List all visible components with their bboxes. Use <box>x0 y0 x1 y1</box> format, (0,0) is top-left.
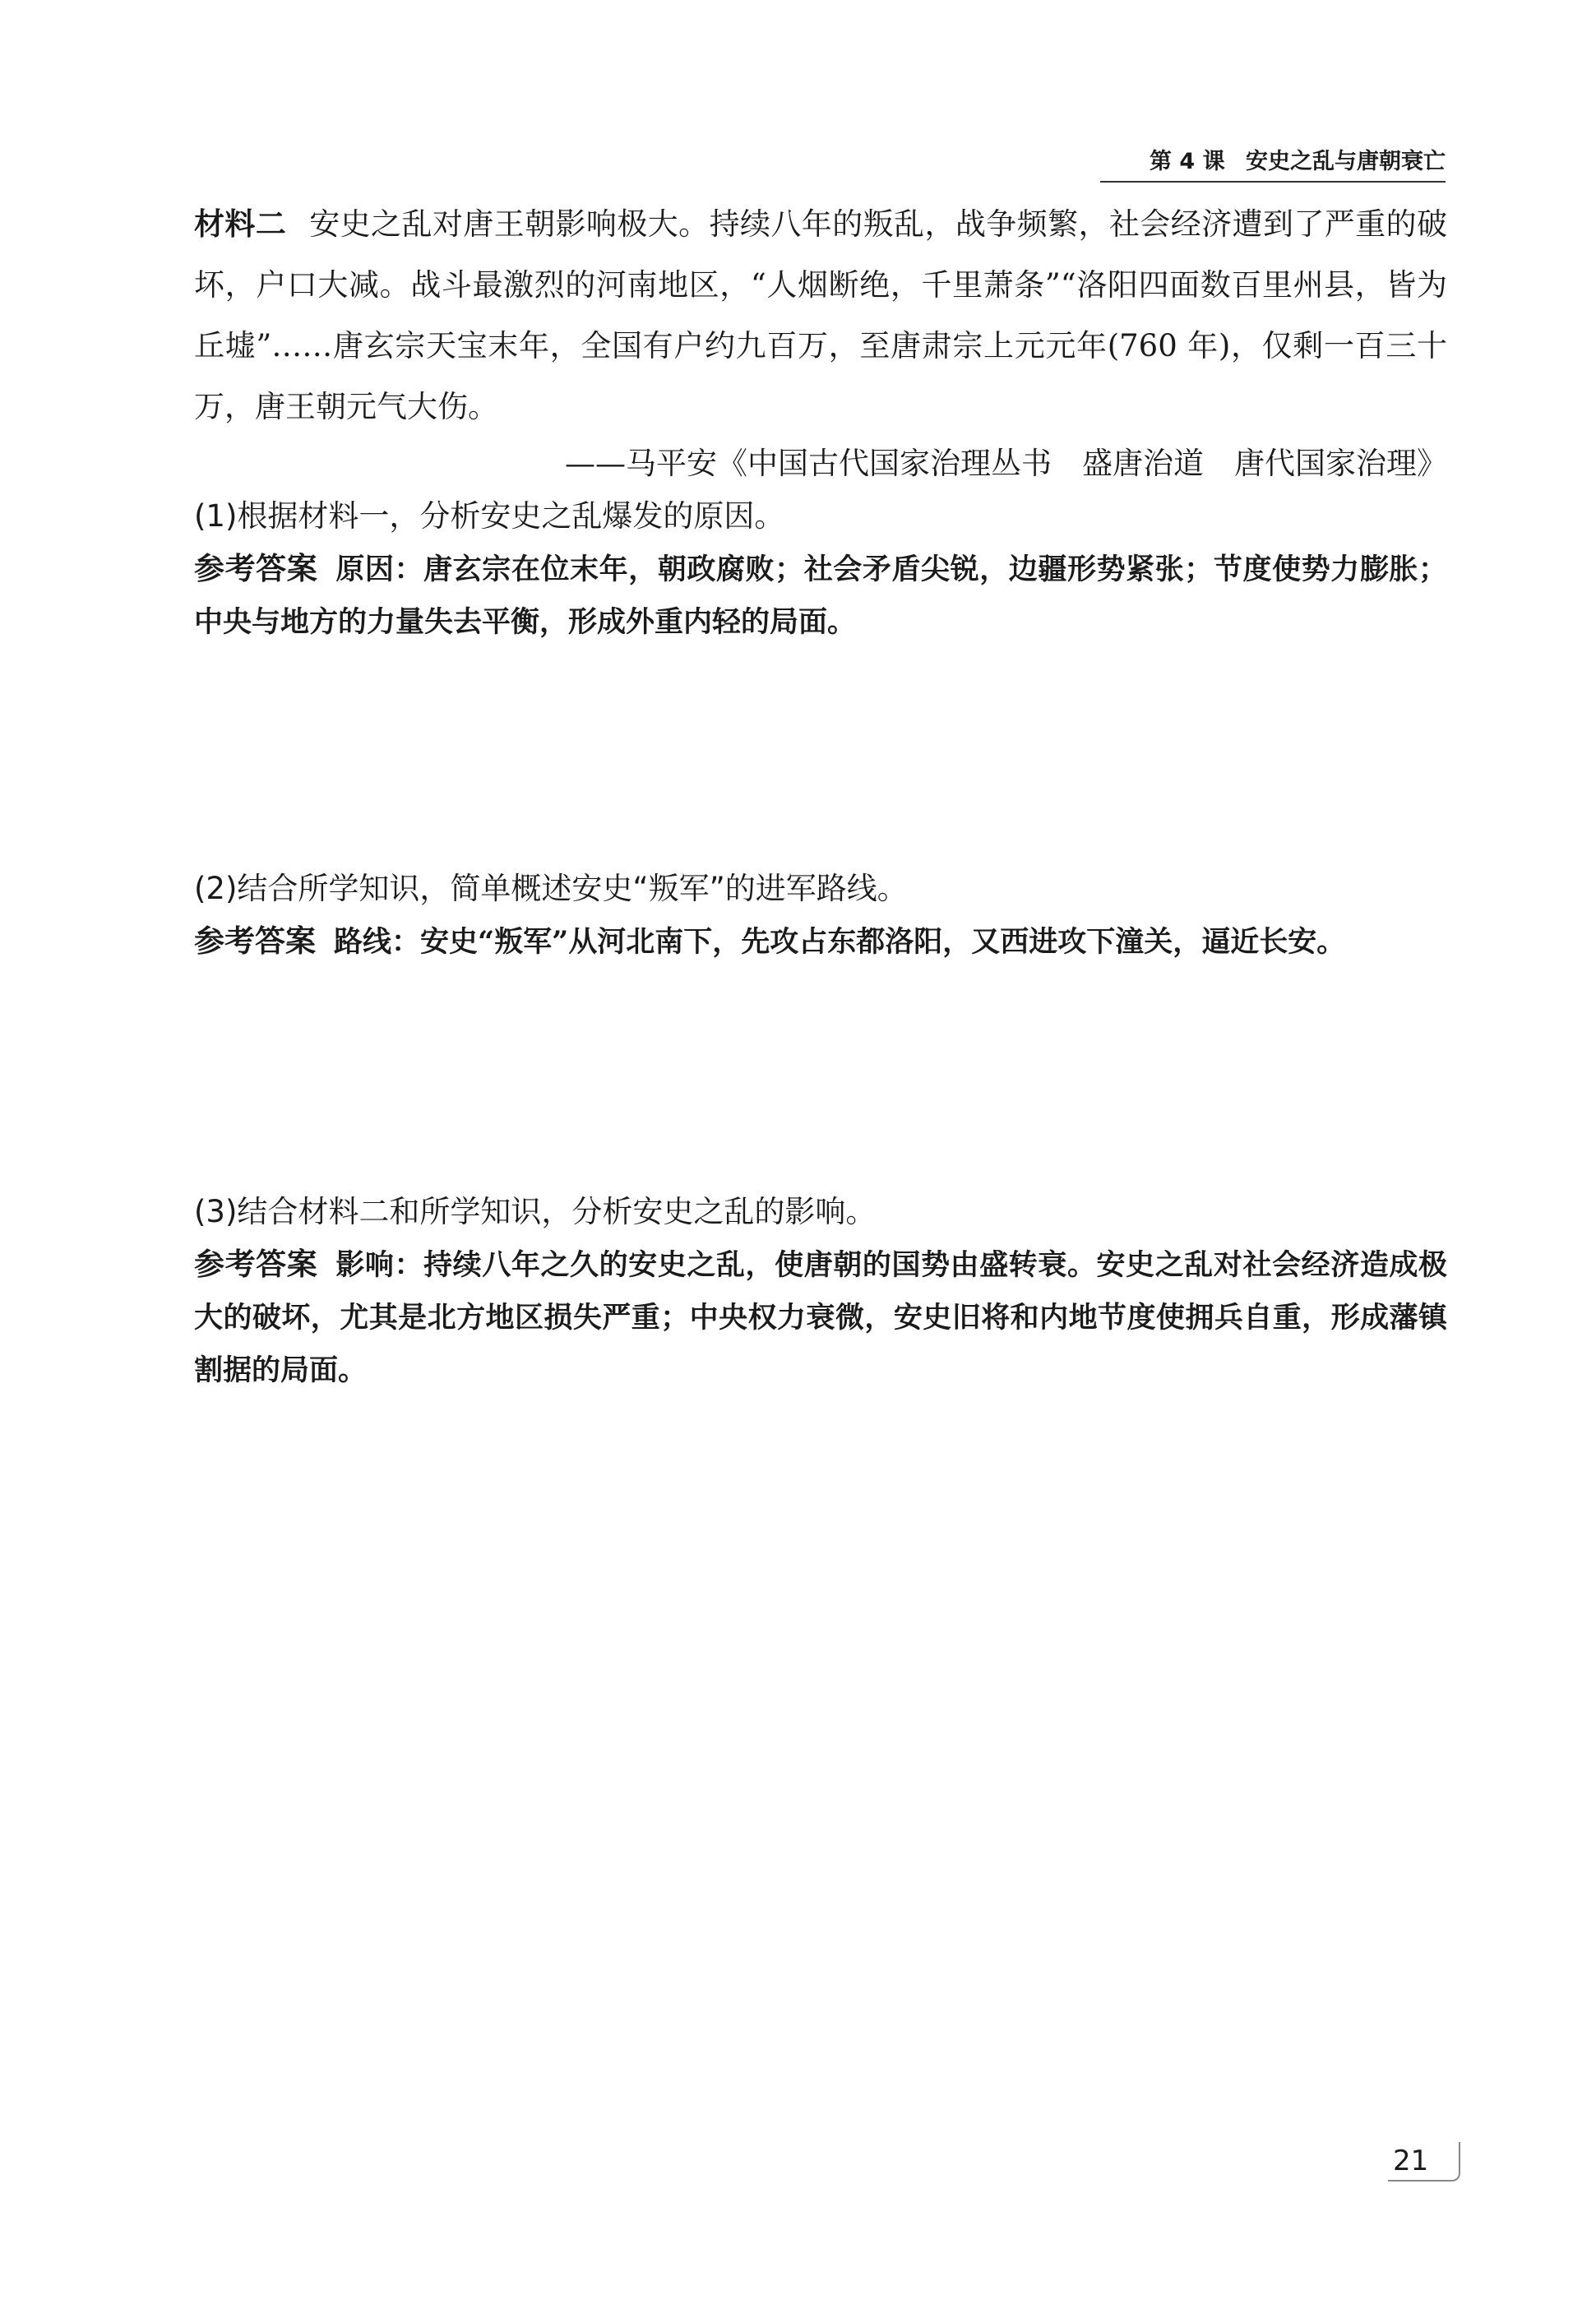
answer-text: 路线：安史“叛军”从河北南下，先攻占东都洛阳，又西进攻下潼关，逼近长安。 <box>334 925 1346 959</box>
lesson-number: 第 4 课 <box>1150 149 1225 174</box>
answer-2 <box>194 915 1447 969</box>
page-content <box>194 194 1447 1397</box>
page-number: 21 <box>1388 2142 1460 2182</box>
lesson-title: 安史之乱与唐朝衰亡 <box>1246 149 1446 174</box>
answer-label: 参考答案 <box>194 1247 318 1282</box>
question-block-2 <box>194 863 1447 969</box>
material-text: 安史之乱对唐王朝影响极大。持续八年的叛乱，战争频繁，社会经济遭到了严重的破坏，户口大减。战斗最激烈的河南地区，“人烟断绝，千里萧条”“洛阳四面数百里州县，皆为丘墟”……唐玄宗天宝末年，全国有户约九百万，至唐肃宗上元元年(760 年)，仅剩一百三十万，唐王朝元气大伤。 <box>194 206 1448 424</box>
answer-3 <box>194 1238 1447 1397</box>
running-header <box>1100 148 1446 183</box>
question-block-1 <box>194 490 1447 649</box>
material-two <box>194 194 1447 437</box>
question-3: (3)结合材料二和所学知识，分析安史之乱的影响。 <box>194 1194 877 1229</box>
answer-label: 参考答案 <box>194 551 318 586</box>
question-2: (2)结合所学知识，简单概述安史“叛军”的进军路线。 <box>194 871 908 906</box>
material-source: ——马平安《中国古代国家治理丛书 盛唐治道 唐代国家治理》 <box>565 446 1447 481</box>
material-label: 材料二 <box>194 206 287 242</box>
answer-text: 原因：唐玄宗在位末年，朝政腐败；社会矛盾尖锐，边疆形势紧张；节度使势力膨胀；中央与地方的力量失去平衡，形成外重内轻的局面。 <box>194 553 1447 639</box>
answer-text: 影响：持续八年之久的安史之乱，使唐朝的国势由盛转衰。安史之乱对社会经济造成极大的破坏，尤其是北方地区损失严重；中央权力衰微，安史旧将和内地节度使拥兵自重，形成藩镇割据的局面。 <box>194 1248 1447 1387</box>
answer-label: 参考答案 <box>194 923 316 959</box>
answer-1 <box>194 543 1447 649</box>
question-block-3 <box>194 1186 1447 1397</box>
question-1: (1)根据材料一，分析安史之乱爆发的原因。 <box>194 498 785 534</box>
